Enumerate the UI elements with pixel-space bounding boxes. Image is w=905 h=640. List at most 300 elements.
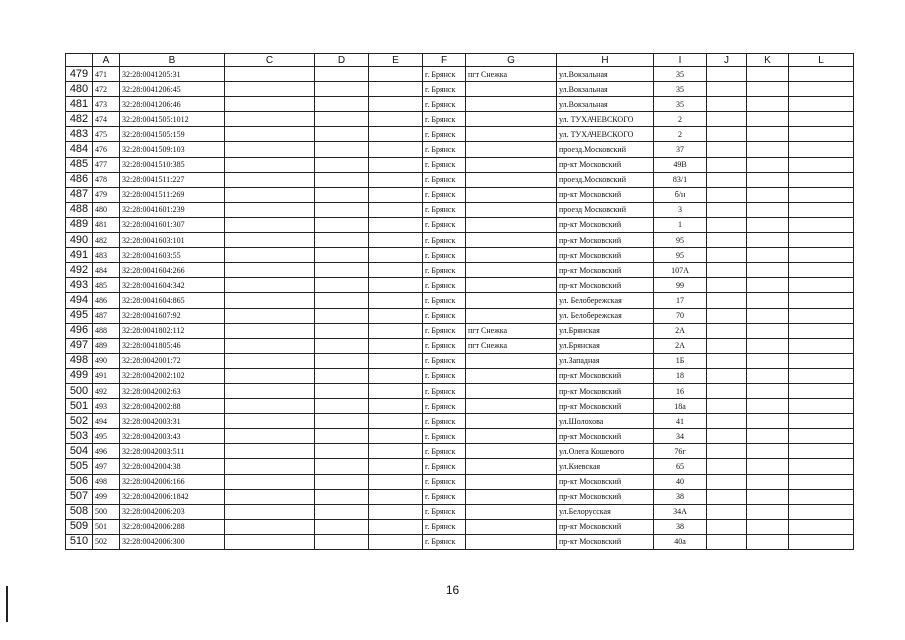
- column-header-e[interactable]: E: [369, 54, 423, 67]
- cell-k[interactable]: [747, 368, 789, 383]
- cell-k[interactable]: [747, 248, 789, 263]
- cell-b[interactable]: 32:28:0041205:31: [120, 67, 225, 82]
- cell-c[interactable]: [225, 399, 315, 414]
- cell-d[interactable]: [315, 97, 369, 112]
- cell-k[interactable]: [747, 414, 789, 429]
- cell-l[interactable]: [789, 248, 854, 263]
- cell-f[interactable]: г. Брянск: [423, 112, 466, 127]
- cell-b[interactable]: 32:28:0041802:112: [120, 323, 225, 338]
- cell-g[interactable]: пгт Снежка: [466, 323, 557, 338]
- cell-h[interactable]: пр-кт Московский: [557, 429, 654, 444]
- cell-a[interactable]: 485: [93, 278, 120, 293]
- cell-c[interactable]: [225, 142, 315, 157]
- cell-c[interactable]: [225, 217, 315, 232]
- cell-f[interactable]: г. Брянск: [423, 534, 466, 549]
- row-number[interactable]: 500: [66, 383, 93, 398]
- cell-d[interactable]: [315, 233, 369, 248]
- cell-l[interactable]: [789, 172, 854, 187]
- cell-e[interactable]: [369, 383, 423, 398]
- cell-k[interactable]: [747, 67, 789, 82]
- cell-c[interactable]: [225, 308, 315, 323]
- cell-h[interactable]: ул.Вокзальная: [557, 67, 654, 82]
- cell-i[interactable]: 95: [654, 233, 707, 248]
- cell-g[interactable]: [466, 489, 557, 504]
- cell-i[interactable]: 65: [654, 459, 707, 474]
- cell-a[interactable]: 478: [93, 172, 120, 187]
- cell-l[interactable]: [789, 217, 854, 232]
- cell-j[interactable]: [707, 353, 747, 368]
- cell-a[interactable]: 474: [93, 112, 120, 127]
- cell-g[interactable]: [466, 82, 557, 97]
- cell-e[interactable]: [369, 248, 423, 263]
- cell-d[interactable]: [315, 489, 369, 504]
- cell-c[interactable]: [225, 489, 315, 504]
- cell-h[interactable]: ул. Белобережская: [557, 293, 654, 308]
- cell-g[interactable]: [466, 217, 557, 232]
- cell-h[interactable]: ул. ТУХАЧЕВСКОГО: [557, 112, 654, 127]
- cell-f[interactable]: г. Брянск: [423, 142, 466, 157]
- cell-e[interactable]: [369, 474, 423, 489]
- cell-f[interactable]: г. Брянск: [423, 444, 466, 459]
- cell-h[interactable]: пр-кт Московский: [557, 278, 654, 293]
- cell-b[interactable]: 32:28:0041206:45: [120, 82, 225, 97]
- cell-e[interactable]: [369, 112, 423, 127]
- row-number[interactable]: 503: [66, 429, 93, 444]
- cell-b[interactable]: 32:28:0042006:300: [120, 534, 225, 549]
- cell-j[interactable]: [707, 142, 747, 157]
- cell-a[interactable]: 483: [93, 248, 120, 263]
- cell-h[interactable]: ул.Шолохова: [557, 414, 654, 429]
- cell-e[interactable]: [369, 338, 423, 353]
- cell-f[interactable]: г. Брянск: [423, 368, 466, 383]
- cell-a[interactable]: 494: [93, 414, 120, 429]
- cell-e[interactable]: [369, 459, 423, 474]
- cell-k[interactable]: [747, 338, 789, 353]
- cell-e[interactable]: [369, 353, 423, 368]
- cell-l[interactable]: [789, 112, 854, 127]
- cell-c[interactable]: [225, 202, 315, 217]
- cell-h[interactable]: пр-кт Московский: [557, 399, 654, 414]
- cell-h[interactable]: проезд.Московский: [557, 172, 654, 187]
- cell-k[interactable]: [747, 293, 789, 308]
- cell-h[interactable]: пр-кт Московский: [557, 489, 654, 504]
- cell-k[interactable]: [747, 172, 789, 187]
- cell-f[interactable]: г. Брянск: [423, 383, 466, 398]
- cell-c[interactable]: [225, 233, 315, 248]
- cell-b[interactable]: 32:28:0041509:103: [120, 142, 225, 157]
- cell-l[interactable]: [789, 323, 854, 338]
- cell-j[interactable]: [707, 202, 747, 217]
- cell-b[interactable]: 32:28:0042006:203: [120, 504, 225, 519]
- column-header-i[interactable]: I: [654, 54, 707, 67]
- cell-d[interactable]: [315, 474, 369, 489]
- cell-a[interactable]: 499: [93, 489, 120, 504]
- cell-k[interactable]: [747, 489, 789, 504]
- cell-j[interactable]: [707, 444, 747, 459]
- cell-j[interactable]: [707, 263, 747, 278]
- cell-a[interactable]: 501: [93, 519, 120, 534]
- row-number[interactable]: 506: [66, 474, 93, 489]
- cell-k[interactable]: [747, 278, 789, 293]
- cell-j[interactable]: [707, 399, 747, 414]
- cell-a[interactable]: 498: [93, 474, 120, 489]
- cell-e[interactable]: [369, 399, 423, 414]
- cell-i[interactable]: 16: [654, 383, 707, 398]
- cell-d[interactable]: [315, 67, 369, 82]
- cell-c[interactable]: [225, 172, 315, 187]
- cell-f[interactable]: г. Брянск: [423, 293, 466, 308]
- cell-l[interactable]: [789, 383, 854, 398]
- cell-a[interactable]: 500: [93, 504, 120, 519]
- cell-j[interactable]: [707, 233, 747, 248]
- cell-b[interactable]: 32:28:0042003:511: [120, 444, 225, 459]
- row-number[interactable]: 490: [66, 233, 93, 248]
- cell-a[interactable]: 482: [93, 233, 120, 248]
- cell-a[interactable]: 497: [93, 459, 120, 474]
- cell-e[interactable]: [369, 202, 423, 217]
- row-number[interactable]: 485: [66, 157, 93, 172]
- cell-i[interactable]: 35: [654, 67, 707, 82]
- cell-c[interactable]: [225, 504, 315, 519]
- cell-k[interactable]: [747, 474, 789, 489]
- cell-g[interactable]: [466, 187, 557, 202]
- corner-header[interactable]: [66, 54, 93, 67]
- cell-g[interactable]: [466, 519, 557, 534]
- cell-f[interactable]: г. Брянск: [423, 157, 466, 172]
- cell-a[interactable]: 472: [93, 82, 120, 97]
- cell-k[interactable]: [747, 202, 789, 217]
- cell-e[interactable]: [369, 534, 423, 549]
- cell-h[interactable]: ул.Брянская: [557, 338, 654, 353]
- cell-j[interactable]: [707, 187, 747, 202]
- cell-l[interactable]: [789, 474, 854, 489]
- row-number[interactable]: 489: [66, 217, 93, 232]
- cell-b[interactable]: 32:28:0041604:266: [120, 263, 225, 278]
- row-number[interactable]: 488: [66, 202, 93, 217]
- cell-l[interactable]: [789, 504, 854, 519]
- cell-h[interactable]: ул.Вокзальная: [557, 82, 654, 97]
- cell-g[interactable]: [466, 263, 557, 278]
- cell-j[interactable]: [707, 82, 747, 97]
- cell-b[interactable]: 32:28:0041603:101: [120, 233, 225, 248]
- cell-g[interactable]: [466, 353, 557, 368]
- cell-d[interactable]: [315, 519, 369, 534]
- row-number[interactable]: 508: [66, 504, 93, 519]
- cell-j[interactable]: [707, 217, 747, 232]
- cell-a[interactable]: 477: [93, 157, 120, 172]
- cell-k[interactable]: [747, 82, 789, 97]
- cell-a[interactable]: 496: [93, 444, 120, 459]
- cell-l[interactable]: [789, 127, 854, 142]
- cell-g[interactable]: [466, 157, 557, 172]
- cell-l[interactable]: [789, 97, 854, 112]
- cell-d[interactable]: [315, 278, 369, 293]
- row-number[interactable]: 481: [66, 97, 93, 112]
- cell-c[interactable]: [225, 459, 315, 474]
- cell-e[interactable]: [369, 308, 423, 323]
- cell-f[interactable]: г. Брянск: [423, 217, 466, 232]
- cell-l[interactable]: [789, 67, 854, 82]
- cell-i[interactable]: 34: [654, 429, 707, 444]
- cell-g[interactable]: [466, 127, 557, 142]
- cell-b[interactable]: 32:28:0042006:1842: [120, 489, 225, 504]
- cell-k[interactable]: [747, 353, 789, 368]
- cell-i[interactable]: б/н: [654, 187, 707, 202]
- cell-l[interactable]: [789, 519, 854, 534]
- cell-b[interactable]: 32:28:0042006:288: [120, 519, 225, 534]
- cell-a[interactable]: 473: [93, 97, 120, 112]
- cell-f[interactable]: г. Брянск: [423, 399, 466, 414]
- cell-g[interactable]: [466, 308, 557, 323]
- cell-b[interactable]: 32:28:0041604:865: [120, 293, 225, 308]
- cell-l[interactable]: [789, 429, 854, 444]
- cell-e[interactable]: [369, 414, 423, 429]
- cell-j[interactable]: [707, 278, 747, 293]
- cell-g[interactable]: [466, 142, 557, 157]
- cell-k[interactable]: [747, 429, 789, 444]
- cell-i[interactable]: 2А: [654, 323, 707, 338]
- cell-a[interactable]: 480: [93, 202, 120, 217]
- column-header-f[interactable]: F: [423, 54, 466, 67]
- cell-j[interactable]: [707, 338, 747, 353]
- cell-j[interactable]: [707, 459, 747, 474]
- cell-k[interactable]: [747, 263, 789, 278]
- cell-k[interactable]: [747, 323, 789, 338]
- cell-b[interactable]: 32:28:0042003:43: [120, 429, 225, 444]
- cell-a[interactable]: 486: [93, 293, 120, 308]
- cell-d[interactable]: [315, 202, 369, 217]
- cell-d[interactable]: [315, 323, 369, 338]
- cell-e[interactable]: [369, 233, 423, 248]
- cell-j[interactable]: [707, 474, 747, 489]
- cell-h[interactable]: ул. Белобережская: [557, 308, 654, 323]
- cell-i[interactable]: 35: [654, 97, 707, 112]
- cell-b[interactable]: 32:28:0041604:342: [120, 278, 225, 293]
- cell-g[interactable]: пгт Снежка: [466, 67, 557, 82]
- cell-f[interactable]: г. Брянск: [423, 278, 466, 293]
- cell-h[interactable]: ул.Западная: [557, 353, 654, 368]
- cell-i[interactable]: 17: [654, 293, 707, 308]
- cell-a[interactable]: 495: [93, 429, 120, 444]
- cell-d[interactable]: [315, 187, 369, 202]
- cell-l[interactable]: [789, 278, 854, 293]
- cell-l[interactable]: [789, 308, 854, 323]
- cell-e[interactable]: [369, 293, 423, 308]
- cell-f[interactable]: г. Брянск: [423, 202, 466, 217]
- cell-d[interactable]: [315, 142, 369, 157]
- row-number[interactable]: 496: [66, 323, 93, 338]
- cell-d[interactable]: [315, 248, 369, 263]
- cell-e[interactable]: [369, 368, 423, 383]
- column-header-a[interactable]: A: [93, 54, 120, 67]
- cell-a[interactable]: 489: [93, 338, 120, 353]
- cell-d[interactable]: [315, 82, 369, 97]
- cell-l[interactable]: [789, 338, 854, 353]
- cell-h[interactable]: проезд Московский: [557, 202, 654, 217]
- cell-i[interactable]: 38: [654, 519, 707, 534]
- row-number[interactable]: 492: [66, 263, 93, 278]
- cell-a[interactable]: 479: [93, 187, 120, 202]
- cell-g[interactable]: [466, 474, 557, 489]
- cell-g[interactable]: [466, 233, 557, 248]
- cell-d[interactable]: [315, 293, 369, 308]
- cell-e[interactable]: [369, 444, 423, 459]
- cell-b[interactable]: 32:28:0041601:239: [120, 202, 225, 217]
- row-number[interactable]: 494: [66, 293, 93, 308]
- cell-f[interactable]: г. Брянск: [423, 308, 466, 323]
- cell-a[interactable]: 481: [93, 217, 120, 232]
- cell-g[interactable]: [466, 248, 557, 263]
- cell-e[interactable]: [369, 157, 423, 172]
- cell-l[interactable]: [789, 489, 854, 504]
- cell-f[interactable]: г. Брянск: [423, 459, 466, 474]
- column-header-g[interactable]: G: [466, 54, 557, 67]
- column-header-b[interactable]: B: [120, 54, 225, 67]
- cell-e[interactable]: [369, 429, 423, 444]
- cell-i[interactable]: 49В: [654, 157, 707, 172]
- cell-c[interactable]: [225, 383, 315, 398]
- cell-j[interactable]: [707, 112, 747, 127]
- cell-f[interactable]: г. Брянск: [423, 187, 466, 202]
- cell-i[interactable]: 2: [654, 112, 707, 127]
- cell-k[interactable]: [747, 97, 789, 112]
- cell-h[interactable]: пр-кт Московский: [557, 263, 654, 278]
- cell-c[interactable]: [225, 157, 315, 172]
- cell-h[interactable]: ул.Брянская: [557, 323, 654, 338]
- row-number[interactable]: 493: [66, 278, 93, 293]
- cell-h[interactable]: ул.Белорусская: [557, 504, 654, 519]
- cell-i[interactable]: 18: [654, 368, 707, 383]
- cell-i[interactable]: 70: [654, 308, 707, 323]
- cell-b[interactable]: 32:28:0042002:63: [120, 383, 225, 398]
- cell-l[interactable]: [789, 399, 854, 414]
- cell-g[interactable]: [466, 112, 557, 127]
- cell-h[interactable]: ул.Олега Кошевого: [557, 444, 654, 459]
- column-header-d[interactable]: D: [315, 54, 369, 67]
- cell-e[interactable]: [369, 504, 423, 519]
- cell-k[interactable]: [747, 519, 789, 534]
- cell-b[interactable]: 32:28:0041511:227: [120, 172, 225, 187]
- cell-d[interactable]: [315, 429, 369, 444]
- cell-g[interactable]: [466, 383, 557, 398]
- cell-b[interactable]: 32:28:0042003:31: [120, 414, 225, 429]
- cell-f[interactable]: г. Брянск: [423, 323, 466, 338]
- row-number[interactable]: 484: [66, 142, 93, 157]
- cell-j[interactable]: [707, 67, 747, 82]
- cell-h[interactable]: пр-кт Московский: [557, 248, 654, 263]
- cell-d[interactable]: [315, 172, 369, 187]
- cell-j[interactable]: [707, 429, 747, 444]
- cell-a[interactable]: 471: [93, 67, 120, 82]
- cell-c[interactable]: [225, 414, 315, 429]
- cell-h[interactable]: пр-кт Московский: [557, 157, 654, 172]
- row-number[interactable]: 501: [66, 399, 93, 414]
- cell-j[interactable]: [707, 489, 747, 504]
- cell-j[interactable]: [707, 157, 747, 172]
- cell-b[interactable]: 32:28:0041603:55: [120, 248, 225, 263]
- cell-e[interactable]: [369, 142, 423, 157]
- cell-h[interactable]: пр-кт Московский: [557, 187, 654, 202]
- cell-j[interactable]: [707, 323, 747, 338]
- cell-j[interactable]: [707, 519, 747, 534]
- cell-b[interactable]: 32:28:0042002:102: [120, 368, 225, 383]
- cell-j[interactable]: [707, 293, 747, 308]
- cell-f[interactable]: г. Брянск: [423, 97, 466, 112]
- cell-h[interactable]: пр-кт Московский: [557, 534, 654, 549]
- cell-f[interactable]: г. Брянск: [423, 489, 466, 504]
- cell-g[interactable]: [466, 444, 557, 459]
- cell-l[interactable]: [789, 353, 854, 368]
- cell-h[interactable]: пр-кт Московский: [557, 217, 654, 232]
- cell-l[interactable]: [789, 187, 854, 202]
- cell-l[interactable]: [789, 414, 854, 429]
- cell-d[interactable]: [315, 368, 369, 383]
- cell-d[interactable]: [315, 308, 369, 323]
- row-number[interactable]: 482: [66, 112, 93, 127]
- cell-h[interactable]: ул.Вокзальная: [557, 97, 654, 112]
- cell-c[interactable]: [225, 534, 315, 549]
- cell-k[interactable]: [747, 399, 789, 414]
- cell-d[interactable]: [315, 383, 369, 398]
- cell-c[interactable]: [225, 278, 315, 293]
- cell-e[interactable]: [369, 217, 423, 232]
- column-header-c[interactable]: C: [225, 54, 315, 67]
- cell-j[interactable]: [707, 368, 747, 383]
- cell-c[interactable]: [225, 444, 315, 459]
- row-number[interactable]: 497: [66, 338, 93, 353]
- cell-c[interactable]: [225, 323, 315, 338]
- cell-g[interactable]: пгт Снежка: [466, 338, 557, 353]
- cell-l[interactable]: [789, 82, 854, 97]
- cell-d[interactable]: [315, 504, 369, 519]
- cell-j[interactable]: [707, 248, 747, 263]
- cell-g[interactable]: [466, 97, 557, 112]
- cell-j[interactable]: [707, 383, 747, 398]
- cell-i[interactable]: 34А: [654, 504, 707, 519]
- cell-j[interactable]: [707, 414, 747, 429]
- cell-g[interactable]: [466, 429, 557, 444]
- cell-e[interactable]: [369, 172, 423, 187]
- cell-j[interactable]: [707, 127, 747, 142]
- cell-f[interactable]: г. Брянск: [423, 429, 466, 444]
- cell-g[interactable]: [466, 368, 557, 383]
- column-header-l[interactable]: L: [789, 54, 854, 67]
- row-number[interactable]: 486: [66, 172, 93, 187]
- cell-k[interactable]: [747, 127, 789, 142]
- cell-d[interactable]: [315, 444, 369, 459]
- row-number[interactable]: 495: [66, 308, 93, 323]
- cell-b[interactable]: 32:28:0041805:46: [120, 338, 225, 353]
- cell-d[interactable]: [315, 112, 369, 127]
- cell-c[interactable]: [225, 474, 315, 489]
- cell-i[interactable]: 1: [654, 217, 707, 232]
- cell-c[interactable]: [225, 368, 315, 383]
- cell-k[interactable]: [747, 112, 789, 127]
- cell-f[interactable]: г. Брянск: [423, 353, 466, 368]
- row-number[interactable]: 498: [66, 353, 93, 368]
- cell-c[interactable]: [225, 67, 315, 82]
- cell-h[interactable]: ул.Киевская: [557, 459, 654, 474]
- cell-f[interactable]: г. Брянск: [423, 519, 466, 534]
- cell-l[interactable]: [789, 293, 854, 308]
- cell-a[interactable]: 487: [93, 308, 120, 323]
- cell-d[interactable]: [315, 338, 369, 353]
- cell-e[interactable]: [369, 519, 423, 534]
- cell-l[interactable]: [789, 142, 854, 157]
- cell-f[interactable]: г. Брянск: [423, 504, 466, 519]
- cell-l[interactable]: [789, 368, 854, 383]
- cell-d[interactable]: [315, 414, 369, 429]
